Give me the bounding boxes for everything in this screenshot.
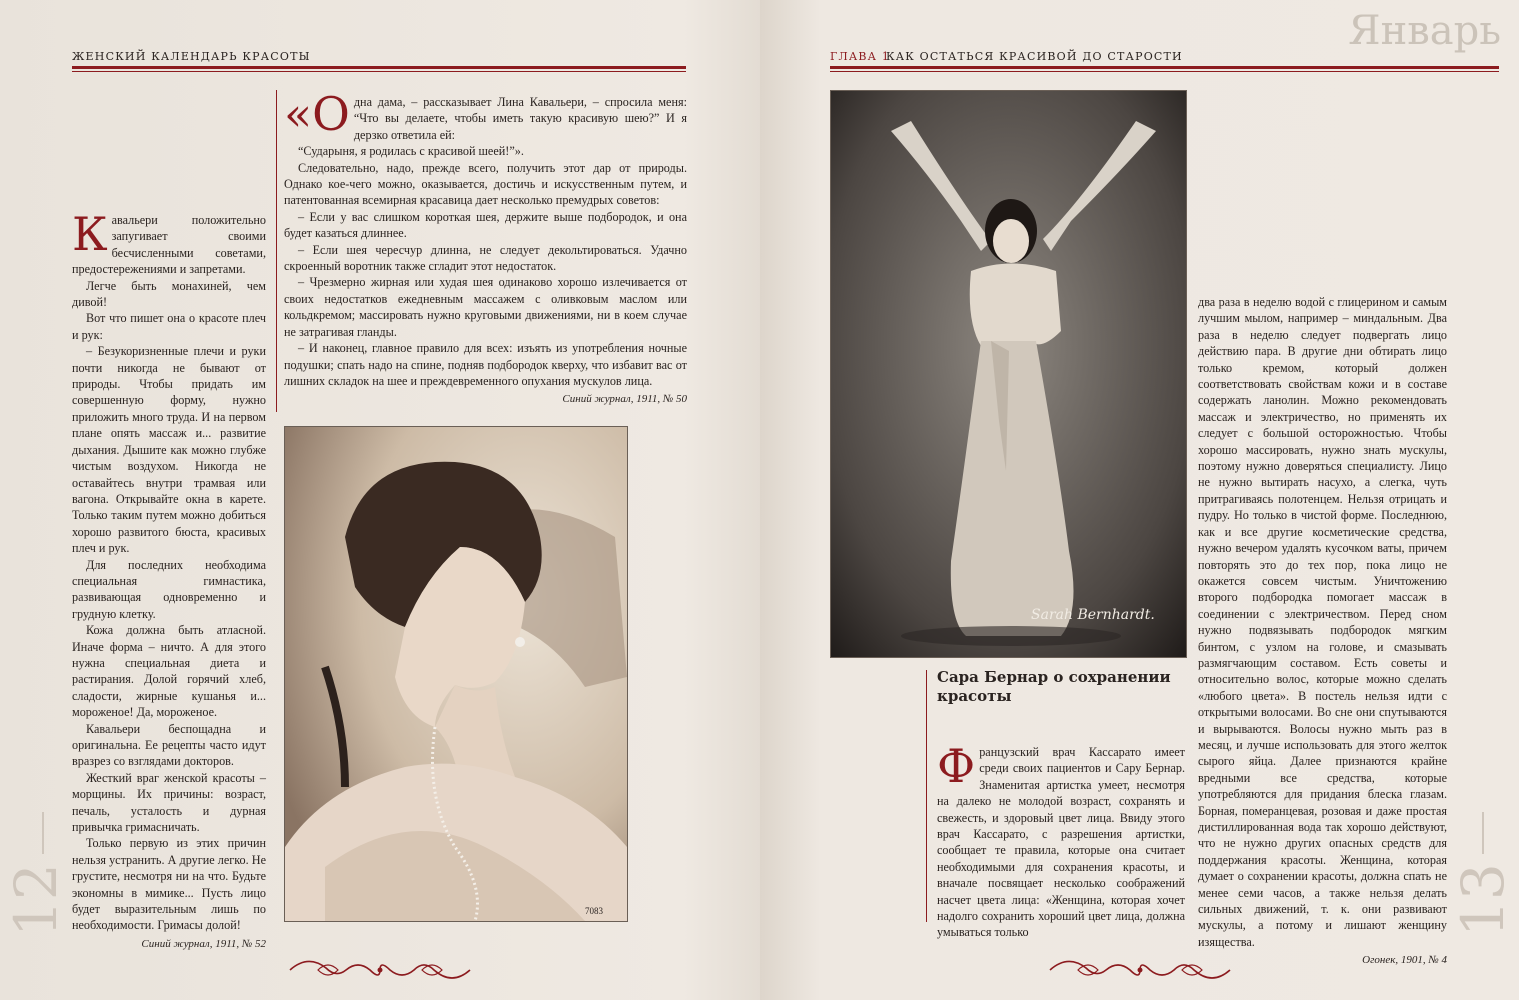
- paragraph: “Сударыня, я родилась с красивой шеей!”».: [298, 144, 524, 159]
- right-column-2: [1198, 294, 1447, 969]
- ornament-left: [288, 950, 472, 990]
- paragraph: Кавальери беспощадна и оригинальна. Ее рецепты часто идут вразрез со взглядами докторов.: [72, 721, 266, 769]
- paragraph: – Если шея чересчур длинна, не следует декольтироваться. Удачно скроенный воротник также сгладит этот недостаток.: [284, 242, 687, 274]
- page-number-dash: [42, 812, 44, 854]
- source-citation: Огонек, 1901, № 4: [1362, 954, 1447, 967]
- page-number-left: 12: [2, 863, 70, 937]
- left-column-1: [72, 207, 266, 952]
- section-title: Сара Бернар о сохранении красоты: [937, 668, 1171, 705]
- paragraph: авальери положительно запугивает своими бесчисленными советами, предостережениями и запретами.: [72, 213, 266, 277]
- paragraph: Для последних необходима специальная гимнастика, развивающая одновременно и грудную клетку.: [72, 557, 266, 621]
- page-number-dash: [1482, 812, 1484, 854]
- ornament-right: [1048, 950, 1232, 990]
- header-rule-thick: [72, 66, 686, 69]
- portrait-image: [831, 91, 1186, 657]
- paragraph: – Безукоризненные плечи и руки почти никогда не бывают от природы. Чтобы придать им совершенную форму, нужно приложить много труда. И на первом плане опять массаж и... развитие дыхания. Дышите как можно глубже чистым воздухом. Никогда не оставайтесь внутри трамвая или вагона. Открывайте окна в карете. Только таким путем можно добиться хорошо развитого бюста, красивых плеч и рук.: [72, 344, 266, 556]
- dropcap-f: Ф: [937, 739, 976, 793]
- column-divider: [276, 90, 277, 412]
- photo-number: 7083: [585, 906, 603, 916]
- running-head-left: ЖЕНСКИЙ КАЛЕНДАРЬ КРАСОТЫ: [72, 50, 311, 63]
- month-title: Январь: [1348, 8, 1501, 54]
- source-citation: Синий журнал, 1911, № 52: [141, 937, 266, 950]
- right-column-1: [937, 739, 1185, 941]
- paragraph: ранцузский врач Кассарато имеет среди своих пациентов и Сару Бернар. Знаменитая артистка умеет, несмотря на далеко не молодой возраст, сохранять и свежесть, и здоровый цвет лица. Ввиду этого врач Кассарато, с разрешения артистки, сообщает те правила, которые она считает необходимыми для сохранения красоты, и вначале посвящает несколько соображений насчет цвета лица: «Женщина, которая хочет надолго сохранить хороший цвет лица, должна умываться только: [937, 745, 1185, 940]
- section-heading: [937, 668, 1185, 706]
- right-page: [760, 0, 1519, 1000]
- paragraph: Кожа должна быть атласной. Иначе форма – ничто. А для этого нужна специальная диета и растирания. Долой горячий хлеб, сладости, жирные кушанья и... мороженое! Да, мороженое.: [72, 623, 266, 720]
- paragraph: Вот что пишет она о красоте плеч и рук:: [72, 311, 266, 342]
- portrait-image: [285, 427, 627, 921]
- paragraph: – И наконец, главное правило для всех: изъять из употребления ночные подушки; спать надо на спине, подняв подбородок кверху, что избавит вас от лишних складок на шее и преждевременного опухания мускулов лица.: [284, 341, 687, 388]
- header-rule-thin: [72, 71, 686, 72]
- left-column-2: [284, 87, 687, 408]
- dropcap-k: К: [72, 207, 108, 261]
- photo-sarah-bernhardt: [830, 90, 1187, 658]
- paragraph: дна дама, – рассказывает Лина Кавальери, – спросила меня: “Что вы делаете, чтобы иметь такую красивую шею?” И я дерзко ответила ей:: [353, 95, 687, 142]
- page-number-right: 13: [1449, 863, 1517, 937]
- paragraph: Только первую из этих причин нельзя устранить. А другие легко. Не грустите, несмотря ни на что. Будьте экономны в мимике... Пусть лицо будет выразительным лишь по необходимости. Гримасы долой!: [72, 836, 266, 933]
- photo-caption: Sarah Bernhardt.: [1031, 607, 1155, 623]
- paragraph: Легче быть монахиней, чем дивой!: [72, 278, 266, 310]
- paragraph: – Чрезмерно жирная или худая шея одинаково хорошо излечивается от своих недостатков ежедневным массажем с оливковым маслом или кольдкремом; массировать нужно круговыми движениями, ни в коем случае не затрагивая гланды.: [284, 275, 687, 339]
- header-rule-thin: [830, 71, 1499, 72]
- column-divider: [926, 670, 927, 922]
- quote-dropcap: «О: [284, 87, 350, 141]
- header-rule-thick: [830, 66, 1499, 69]
- paragraph: два раза в неделю водой с глицерином и самым лучшим мылом, например – миндальным. Два раза в неделю следует подвергать лицо действию пара. В другие дни обтирать лицо только кремом, который должен соответствовать свойствам кожи и в составе содержать ланолин. Можно рекомендовать массаж и электричество, но применять их следует с большой осторожностью. Чтобы хорошо массировать, нужно знать мускулы, поэтому нужно доверяться специалисту. Лицо не нужно вытирать насухо, а слегка, чуть притрагиваясь полотенцем. Нельзя отрицать и пудру. Но только в чистой форме. Последнюю, как и все другие косметические средства, нужно вечером удалять кусочком ваты, причем повторять это до тех пор, пока лицо не окажется совсем чистым. Уничтожению второго подбородка помогает массаж в соединении с электричеством. Перед сном нужно подвязывать подбородок мягким бинтом, с узлом на голове, и смазывать размягчающим составом. Есть советы и относительно волос, которые можно сделать «любого цвета». В постель нельзя идти с открытыми волосами. Во сне они спутываются и вырываются. Волосы нужно мыть раз в месяц, и лучше использовать для этого желток сырого яйца. Далее признаются крайне вредными все средства, которые употребляются для придания блеска глазам. Борная, померанцевая, розовая и даже простая дистиллированная вода так хорошо действуют, что не нужно других опасных средств для поддержания красоты. Женщина, которая думает о сохранении красоты, должна спать не менее семи часов, а также нельзя делать сильных движений, т. к. они развивают мускулы, а потому и лишают женщину изящества.: [1198, 295, 1447, 949]
- paragraph: Жесткий враг женской красоты – морщины. Их причины: возраст, печаль, усталость и дурная привычка гримасничать.: [72, 770, 266, 835]
- source-citation: Синий журнал, 1911, № 50: [562, 393, 687, 406]
- paragraph: – Если у вас слишком короткая шея, держите выше подбородок, и она будет казаться длиннее.: [284, 209, 687, 241]
- chapter-label: ГЛАВА 1: [830, 50, 891, 63]
- running-head-right: КАК ОСТАТЬСЯ КРАСИВОЙ ДО СТАРОСТИ: [886, 50, 1183, 63]
- photo-lina-cavalieri: [284, 426, 628, 922]
- paragraph: Следовательно, надо, прежде всего, получить этот дар от природы. Однако кое-чего можно, оказывается, достичь и искусственным путем, и патентованная всемирная красавица дает несколько премудрых советов:: [284, 160, 687, 208]
